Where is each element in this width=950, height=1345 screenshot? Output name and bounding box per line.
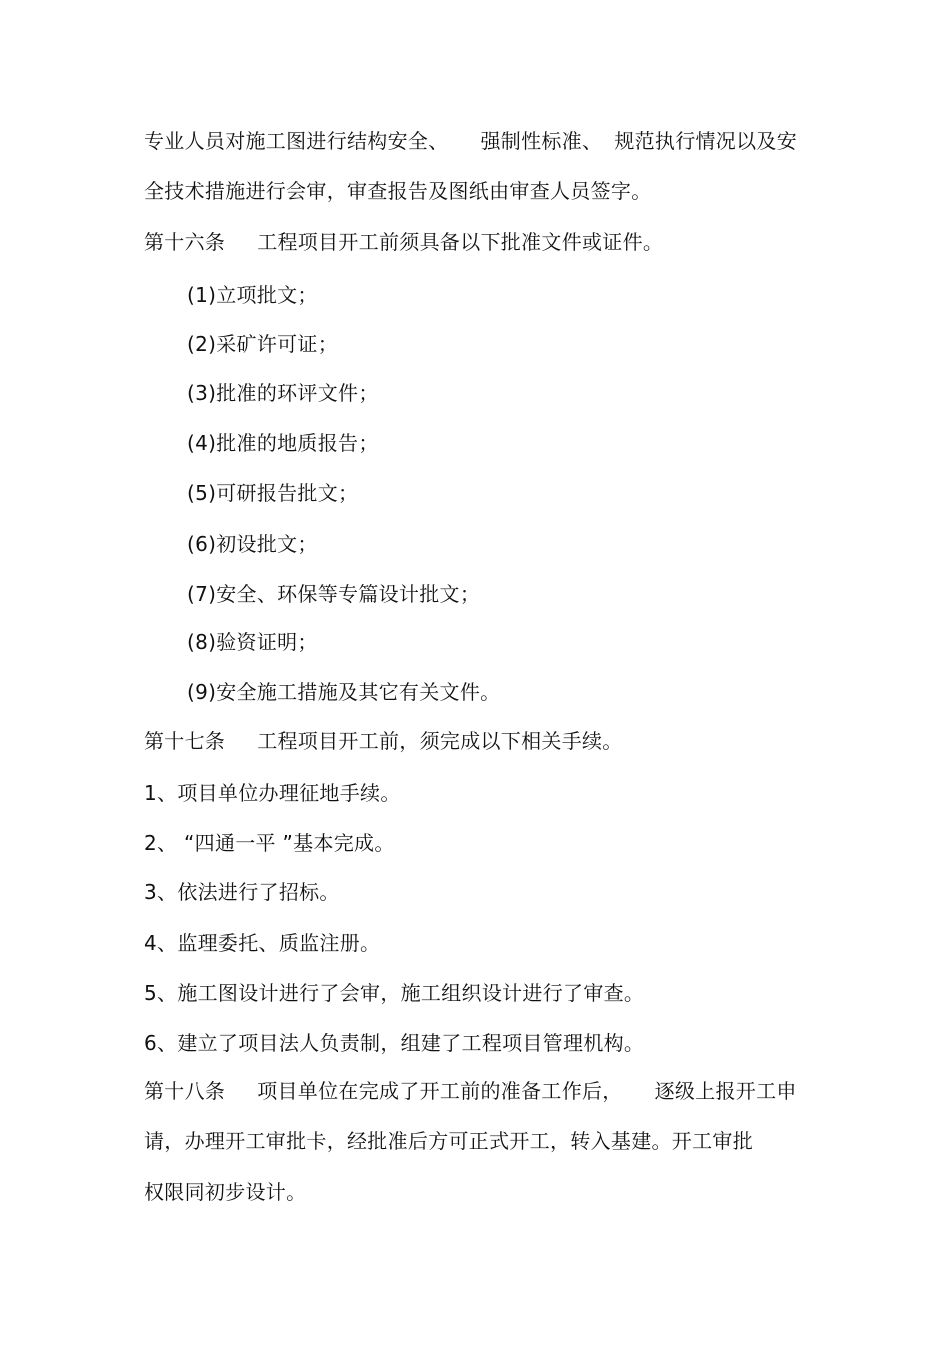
article-16-item: (6)初设批文； — [187, 532, 318, 556]
article-16-item: (8)验资证明； — [187, 630, 318, 654]
intro-line-1 — [144, 127, 797, 155]
article-18-line-2: 请，办理开工审批卡，经批准后方可正式开工，转入基建。开工审批 — [144, 1129, 753, 1153]
article-16-item: (7)安全、环保等专篇设计批文； — [187, 582, 481, 606]
article-16-item: (5)可研报告批文； — [187, 481, 359, 505]
article-17-item: 4、监理委托、质监注册。 — [144, 931, 381, 955]
article-16-text: 工程项目开工前须具备以下批准文件或证件。 — [257, 230, 664, 254]
article-18-label: 第十八条 — [144, 1079, 226, 1103]
intro-segment-1: 专业人员对施工图进行结构安全、 — [144, 129, 449, 153]
intro-segment-3: 规范执行情况以及安 — [614, 129, 798, 153]
intro-line-2: 全技术措施进行会审，审查报告及图纸由审查人员签字。 — [144, 179, 652, 203]
article-16-item: (2)采矿许可证； — [187, 332, 339, 356]
article-18-line-3: 权限同初步设计。 — [144, 1180, 307, 1204]
article-16-item: (3)批准的环评文件； — [187, 381, 379, 405]
article-17-text: 工程项目开工前，须完成以下相关手续。 — [257, 729, 623, 753]
article-16-item: (1)立项批文； — [187, 283, 318, 307]
article-17-item: 3、依法进行了招标。 — [144, 880, 340, 904]
article-16-heading — [144, 228, 663, 256]
article-17-item: 2、 “四通一平 ”基本完成。 — [144, 831, 395, 855]
article-17-heading — [144, 727, 623, 755]
article-16-label: 第十六条 — [144, 230, 226, 254]
article-18-text-a: 项目单位在完成了开工前的准备工作后， — [257, 1079, 623, 1103]
article-17-item: 5、施工图设计进行了会审，施工组织设计进行了审查。 — [144, 981, 645, 1005]
article-18-text-b: 逐级上报开工申 — [654, 1079, 797, 1103]
article-16-item: (9)安全施工措施及其它有关文件。 — [187, 680, 501, 704]
article-16-item: (4)批准的地质报告； — [187, 431, 379, 455]
intro-segment-2: 强制性标准、 — [480, 129, 603, 153]
article-17-label: 第十七条 — [144, 729, 226, 753]
article-17-item: 6、建立了项目法人负责制，组建了工程项目管理机构。 — [144, 1031, 645, 1055]
article-17-item: 1、项目单位办理征地手续。 — [144, 781, 401, 805]
article-18-heading — [144, 1077, 797, 1105]
